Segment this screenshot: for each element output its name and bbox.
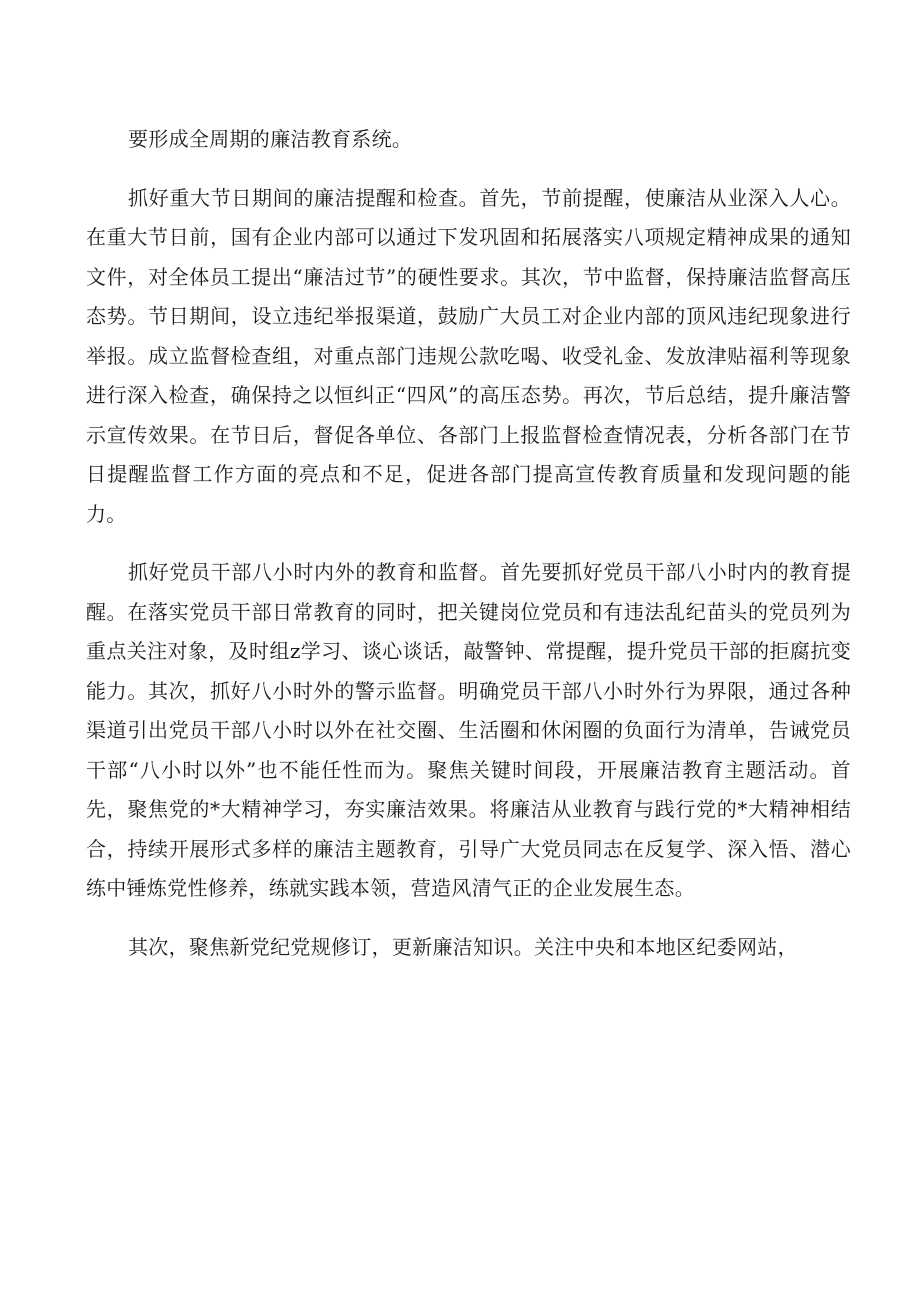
document-body	[86, 120, 851, 986]
paragraph-3: 抓好党员干部八小时内外的教育和监督。首先要抓好党员干部八小时内的教育提醒。在落实党员干部日常教育的同时，把关键岗位党员和有违法乱纪苗头的党员列为重点关注对象，及时组z学习、谈心谈话，敲警钟、常提醒，提升党员干部的拒腐抗变能力。其次，抓好八小时外的警示监督。明确党员干部八小时外行为界限，通过各种渠道引出党员干部八小时以外在社交圈、生活圈和休闲圈的负面行为清单，告诫党员干部“八小时以外”也不能任性而为。聚焦关键时间段，开展廉洁教育主题活动。首先，聚焦党的*大精神学习，夯实廉洁效果。将廉洁从业教育与践行党的*大精神相结合，持续开展形式多样的廉洁主题教育，引导广大党员同志在反复学、深入悟、潜心练中锤炼党性修养，练就实践本领，营造风清气正的企业发展生态。	[86, 560, 851, 900]
paragraph-4: 其次，聚焦新党纪党规修订，更新廉洁知识。关注中央和本地区纪委网站，	[128, 934, 798, 959]
paragraph-1: 要形成全周期的廉洁教育系统。	[128, 127, 413, 151]
paragraph-2: 抓好重大节日期间的廉洁提醒和检查。首先，节前提醒，使廉洁从业深入人心。在重大节日前，国有企业内部可以通过下发巩固和拓展落实八项规定精神成果的通知文件，对全体员工提出“廉洁过节”的硬性要求。其次，节中监督，保持廉洁监督高压态势。节日期间，设立违纪举报渠道，鼓励广大员工对企业内部的顶风违纪现象进行举报。成立监督检查组，对重点部门违规公款吃喝、收受礼金、发放津贴福利等现象进行深入检查，确保持之以恒纠正“四风”的高压态势。再次，节后总结，提升廉洁警示宣传效果。在节日后，督促各单位、各部门上报监督检查情况表，分析各部门在节日提醒监督工作方面的亮点和不足，促进各部门提高宣传教育质量和发现问题的能力。	[86, 185, 851, 526]
